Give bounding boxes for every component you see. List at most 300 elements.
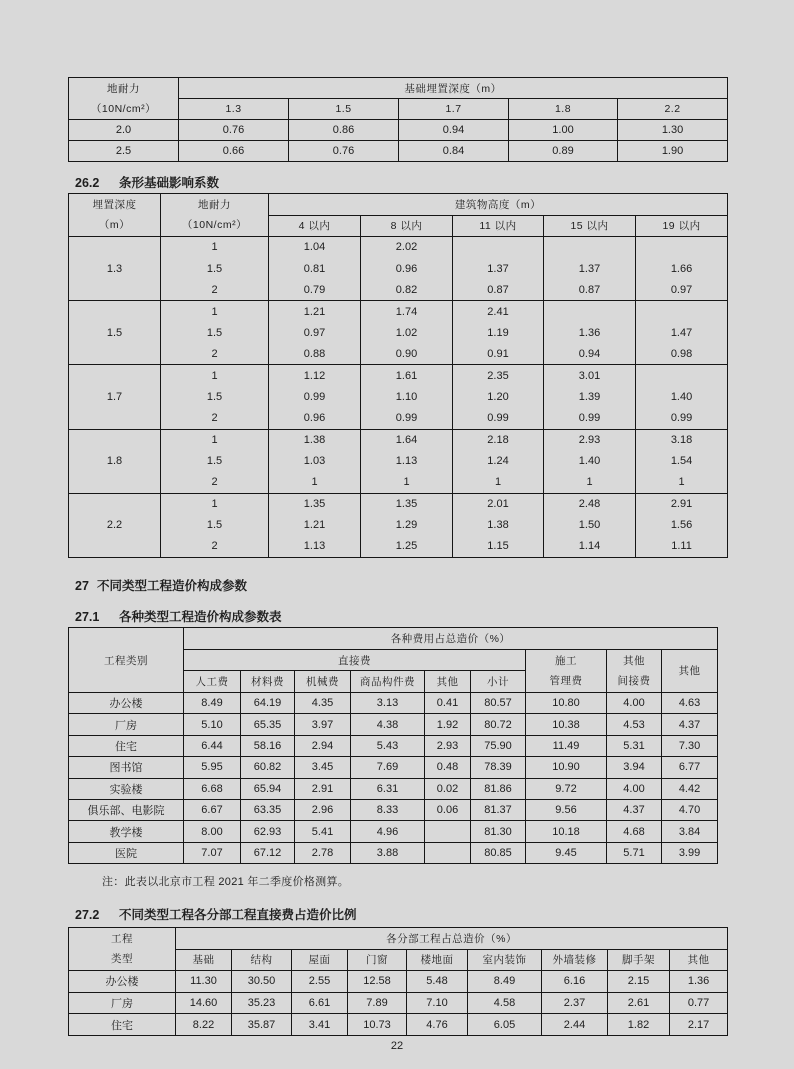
table-body	[69, 971, 728, 1036]
subdivision-column-header: 其他	[670, 949, 728, 971]
percentage-cell: 6.05	[468, 1014, 542, 1036]
percentage-cell: 3.99	[662, 842, 718, 863]
percentage-cell: 67.12	[241, 842, 295, 863]
building-height-header: 建筑物高度（m）	[269, 194, 728, 216]
coefficient-cell: 1.19	[453, 322, 544, 343]
percentage-cell: 6.68	[184, 778, 241, 799]
percentage-cell: 64.19	[241, 693, 295, 714]
project-type-cell: 俱乐部、电影院	[69, 800, 184, 821]
project-type-cell: 医院	[69, 842, 184, 863]
percentage-cell: 5.10	[184, 714, 241, 735]
table-row	[69, 237, 728, 258]
page-number: 22	[390, 1040, 404, 1052]
other-indirect-cost-header	[607, 649, 662, 692]
percentage-cell: 7.89	[348, 992, 407, 1014]
project-type-cell: 厂房	[69, 714, 184, 735]
coefficient-cell: 0.66	[179, 141, 289, 162]
percentage-cell: 4.37	[662, 714, 718, 735]
coefficient-cell: 0.96	[269, 408, 361, 429]
table-row	[69, 800, 718, 821]
table-row	[69, 408, 728, 429]
section-number: 26.2	[75, 176, 100, 190]
table-row	[69, 778, 718, 799]
height-column-header: 4 以内	[269, 215, 361, 237]
bearing-capacity-label: 地耐力	[107, 82, 140, 95]
bearing-capacity-cell: 2	[161, 343, 269, 364]
section-title: 各种类型工程造价构成参数表	[119, 610, 282, 624]
section-number: 27	[75, 579, 89, 593]
direct-cost-column-header: 机械费	[295, 671, 351, 693]
percentage-cell: 6.61	[292, 992, 348, 1014]
coefficient-cell: 0.87	[453, 279, 544, 300]
percentage-cell: 7.07	[184, 842, 241, 863]
coefficient-cell: 2.35	[453, 365, 544, 386]
embed-depth-cell: 2.2	[69, 493, 161, 557]
coefficient-cell: 1.10	[361, 386, 453, 407]
percentage-cell: 4.37	[607, 800, 662, 821]
bearing-capacity-cell: 1.5	[161, 322, 269, 343]
coefficient-cell: 1.74	[361, 301, 453, 322]
percentage-cell: 4.38	[351, 714, 425, 735]
percentage-cell: 1.82	[608, 1014, 670, 1036]
percentage-cell: 7.10	[407, 992, 468, 1014]
embed-depth-label: 埋置深度	[92, 199, 137, 211]
percentage-cell: 12.58	[348, 971, 407, 993]
direct-cost-column-header: 材料费	[241, 671, 295, 693]
percentage-cell: 78.39	[471, 757, 526, 778]
coefficient-cell: 1.13	[269, 536, 361, 557]
depth-column-header: 1.3	[179, 99, 289, 120]
percentage-cell: 0.41	[425, 693, 471, 714]
percentage-cell: 75.90	[471, 735, 526, 756]
table-row	[69, 735, 718, 756]
table-row	[69, 141, 728, 162]
percentage-cell: 81.37	[471, 800, 526, 821]
bearing-capacity-cell: 2.0	[69, 120, 179, 141]
subdivision-column-header: 室内装饰	[468, 949, 542, 971]
percentage-cell: 5.48	[407, 971, 468, 993]
coefficient-cell: 0.79	[269, 279, 361, 300]
bearing-capacity-cell: 2	[161, 279, 269, 300]
percentage-cell: 81.86	[471, 778, 526, 799]
percentage-cell: 2.55	[292, 971, 348, 993]
percentage-cell: 11.30	[176, 971, 232, 993]
percentage-cell: 6.16	[542, 971, 608, 993]
percentage-cell: 4.70	[662, 800, 718, 821]
bearing-capacity-cell: 1.5	[161, 450, 269, 471]
percentage-cell: 65.94	[241, 778, 295, 799]
table-row	[69, 515, 728, 536]
table-row	[69, 821, 718, 842]
percentage-cell: 4.35	[295, 693, 351, 714]
subdivision-column-header: 楼地面	[407, 949, 468, 971]
bearing-capacity-cell: 1	[161, 365, 269, 386]
height-column-header: 11 以内	[453, 215, 544, 237]
percentage-cell: 8.22	[176, 1014, 232, 1036]
coefficient-cell	[544, 237, 636, 258]
percentage-cell: 80.72	[471, 714, 526, 735]
table-row	[69, 322, 728, 343]
bearing-capacity-unit: （10N/cm²）	[181, 219, 248, 231]
percentage-cell: 3.13	[351, 693, 425, 714]
coefficient-cell: 0.94	[399, 120, 509, 141]
height-column-header: 8 以内	[361, 215, 453, 237]
other-indirect-label-line2: 间接费	[617, 674, 651, 687]
percentage-cell: 2.78	[295, 842, 351, 863]
embed-depth-cell: 1.5	[69, 301, 161, 365]
management-cost-label-line2: 管理费	[549, 674, 583, 687]
coefficient-cell: 3.18	[636, 429, 728, 450]
subdivision-share-header: 各分部工程占总造价（%）	[176, 928, 728, 950]
coefficient-cell: 2.48	[544, 493, 636, 514]
coefficient-cell: 0.99	[544, 408, 636, 429]
table-row	[69, 842, 718, 863]
percentage-cell: 6.31	[351, 778, 425, 799]
subdivision-column-header: 外墙装修	[542, 949, 608, 971]
coefficient-cell: 0.76	[179, 120, 289, 141]
table-row	[69, 386, 728, 407]
percentage-cell: 11.49	[526, 735, 607, 756]
coefficient-cell	[544, 301, 636, 322]
depth-column-header: 1.5	[289, 99, 399, 120]
coefficient-cell: 1.37	[544, 258, 636, 279]
coefficient-cell: 0.81	[269, 258, 361, 279]
coefficient-cell: 1.03	[269, 450, 361, 471]
percentage-cell: 0.48	[425, 757, 471, 778]
percentage-cell: 58.16	[241, 735, 295, 756]
percentage-cell: 5.95	[184, 757, 241, 778]
project-type-label-line1: 工程	[111, 933, 133, 946]
coefficient-cell: 1.00	[509, 120, 618, 141]
coefficient-cell: 0.99	[269, 386, 361, 407]
percentage-cell: 3.45	[295, 757, 351, 778]
table-row	[69, 992, 728, 1014]
other-cost-header: 其他	[662, 649, 718, 692]
percentage-cell: 2.94	[295, 735, 351, 756]
percentage-cell: 10.18	[526, 821, 607, 842]
percentage-cell: 65.35	[241, 714, 295, 735]
table-row	[69, 429, 728, 450]
percentage-cell: 62.93	[241, 821, 295, 842]
coefficient-cell: 1.90	[618, 141, 728, 162]
percentage-cell: 0.77	[670, 992, 728, 1014]
percentage-cell: 9.45	[526, 842, 607, 863]
percentage-cell: 3.41	[292, 1014, 348, 1036]
percentage-cell: 2.17	[670, 1014, 728, 1036]
percentage-cell: 5.71	[607, 842, 662, 863]
table-body	[69, 693, 718, 864]
table-row	[69, 279, 728, 300]
foundation-depth-coefficient-table	[68, 77, 728, 162]
embed-depth-unit: （m）	[98, 219, 131, 231]
percentage-cell: 2.96	[295, 800, 351, 821]
percentage-cell: 2.93	[425, 735, 471, 756]
header-row	[69, 928, 728, 950]
coefficient-cell: 1.36	[544, 322, 636, 343]
percentage-cell: 4.58	[468, 992, 542, 1014]
coefficient-cell: 1.02	[361, 322, 453, 343]
percentage-cell: 3.88	[351, 842, 425, 863]
bearing-capacity-header	[161, 194, 269, 237]
coefficient-cell: 1.56	[636, 515, 728, 536]
coefficient-cell	[453, 237, 544, 258]
percentage-cell: 4.00	[607, 778, 662, 799]
table-row	[69, 714, 718, 735]
percentage-cell: 5.43	[351, 735, 425, 756]
table-body	[69, 237, 728, 558]
direct-cost-header: 直接费	[184, 649, 526, 671]
percentage-cell: 6.44	[184, 735, 241, 756]
coefficient-cell: 1.15	[453, 536, 544, 557]
table-body	[69, 120, 728, 162]
percentage-cell	[425, 842, 471, 863]
coefficient-cell: 0.82	[361, 279, 453, 300]
bearing-capacity-cell: 1	[161, 301, 269, 322]
percentage-cell: 8.49	[468, 971, 542, 993]
table-row	[69, 1014, 728, 1036]
section-title: 不同类型工程各分部工程直接费占造价比例	[119, 908, 357, 922]
table-row	[69, 971, 728, 993]
coefficient-cell: 0.91	[453, 343, 544, 364]
percentage-cell: 3.94	[607, 757, 662, 778]
direct-cost-column-header: 商品构件费	[351, 671, 425, 693]
table-row	[69, 472, 728, 493]
header-row	[69, 78, 728, 99]
coefficient-cell: 1.40	[544, 450, 636, 471]
coefficient-cell: 0.96	[361, 258, 453, 279]
cost-composition-table	[68, 627, 718, 864]
percentage-cell: 80.57	[471, 693, 526, 714]
percentage-cell: 3.97	[295, 714, 351, 735]
height-column-header: 19 以内	[636, 215, 728, 237]
section-number: 27.2	[75, 908, 100, 922]
table-row	[69, 343, 728, 364]
coefficient-cell: 1	[361, 472, 453, 493]
percentage-cell: 4.00	[607, 693, 662, 714]
coefficient-cell: 1	[544, 472, 636, 493]
coefficient-cell	[636, 301, 728, 322]
percentage-cell: 2.61	[608, 992, 670, 1014]
table-row	[69, 301, 728, 322]
project-type-cell: 实验楼	[69, 778, 184, 799]
percentage-cell: 5.31	[607, 735, 662, 756]
coefficient-cell: 2.91	[636, 493, 728, 514]
coefficient-cell: 1.11	[636, 536, 728, 557]
table-row	[69, 493, 728, 514]
subdivision-column-header: 结构	[232, 949, 292, 971]
percentage-cell: 8.49	[184, 693, 241, 714]
coefficient-cell: 0.98	[636, 343, 728, 364]
section-number: 27.1	[75, 610, 100, 624]
bearing-capacity-cell: 1.5	[161, 515, 269, 536]
coefficient-cell: 1.29	[361, 515, 453, 536]
embed-depth-cell: 1.3	[69, 237, 161, 301]
table-row	[69, 693, 718, 714]
bearing-capacity-cell: 1.5	[161, 258, 269, 279]
coefficient-cell: 1.12	[269, 365, 361, 386]
percentage-cell: 10.90	[526, 757, 607, 778]
percentage-cell: 80.85	[471, 842, 526, 863]
table-row	[69, 536, 728, 557]
coefficient-cell: 0.97	[636, 279, 728, 300]
coefficient-cell: 1.54	[636, 450, 728, 471]
percentage-cell: 60.82	[241, 757, 295, 778]
percentage-cell: 8.00	[184, 821, 241, 842]
coefficient-cell: 1.39	[544, 386, 636, 407]
coefficient-cell: 1.37	[453, 258, 544, 279]
management-cost-header	[526, 649, 607, 692]
percentage-cell: 2.15	[608, 971, 670, 993]
percentage-cell: 63.35	[241, 800, 295, 821]
coefficient-cell: 0.99	[453, 408, 544, 429]
management-cost-label-line1: 施工	[555, 654, 577, 667]
percentage-cell: 5.41	[295, 821, 351, 842]
coefficient-cell: 2.41	[453, 301, 544, 322]
coefficient-cell: 1.38	[453, 515, 544, 536]
table-row	[69, 757, 718, 778]
coefficient-cell: 2.01	[453, 493, 544, 514]
depth-column-header: 1.8	[509, 99, 618, 120]
subdivision-cost-ratio-table	[68, 927, 728, 1036]
bearing-capacity-cell: 1.5	[161, 386, 269, 407]
coefficient-cell: 0.97	[269, 322, 361, 343]
other-indirect-label-line1: 其他	[623, 654, 645, 667]
percentage-cell: 4.96	[351, 821, 425, 842]
bearing-capacity-unit: （10N/cm²）	[90, 102, 157, 115]
coefficient-cell: 2.93	[544, 429, 636, 450]
section-heading-27-1	[75, 609, 282, 625]
header-row	[69, 628, 718, 650]
coefficient-cell: 1.40	[636, 386, 728, 407]
percentage-cell: 10.73	[348, 1014, 407, 1036]
coefficient-cell: 0.87	[544, 279, 636, 300]
coefficient-cell: 1.35	[361, 493, 453, 514]
percentage-cell: 7.30	[662, 735, 718, 756]
bearing-capacity-cell: 1	[161, 429, 269, 450]
embed-depth-header: 基础埋置深度（m）	[179, 78, 728, 99]
section-heading-26-2	[75, 175, 219, 191]
coefficient-cell: 0.88	[269, 343, 361, 364]
percentage-cell: 4.53	[607, 714, 662, 735]
percentage-cell: 4.63	[662, 693, 718, 714]
depth-column-header: 1.7	[399, 99, 509, 120]
direct-cost-column-header: 其他	[425, 671, 471, 693]
project-type-cell: 办公楼	[69, 693, 184, 714]
coefficient-cell: 1.38	[269, 429, 361, 450]
direct-cost-column-header: 小计	[471, 671, 526, 693]
project-type-cell: 住宅	[69, 1014, 176, 1036]
percentage-cell: 1.92	[425, 714, 471, 735]
coefficient-cell: 1.20	[453, 386, 544, 407]
bearing-capacity-cell: 2.5	[69, 141, 179, 162]
coefficient-cell: 1	[636, 472, 728, 493]
project-type-label-line2: 类型	[111, 953, 133, 966]
coefficient-cell: 3.01	[544, 365, 636, 386]
coefficient-cell: 0.86	[289, 120, 399, 141]
embed-depth-header	[69, 194, 161, 237]
section-title: 不同类型工程造价构成参数	[97, 579, 248, 593]
percentage-cell: 8.33	[351, 800, 425, 821]
section-heading-27-2	[75, 907, 357, 923]
project-type-cell: 教学楼	[69, 821, 184, 842]
coefficient-cell: 1.64	[361, 429, 453, 450]
coefficient-cell: 0.76	[289, 141, 399, 162]
subdivision-column-header: 脚手架	[608, 949, 670, 971]
coefficient-cell: 0.90	[361, 343, 453, 364]
direct-cost-column-header: 人工费	[184, 671, 241, 693]
percentage-cell: 10.38	[526, 714, 607, 735]
embed-depth-cell: 1.8	[69, 429, 161, 493]
percentage-cell: 10.80	[526, 693, 607, 714]
percentage-cell: 0.06	[425, 800, 471, 821]
section-heading-27	[75, 578, 247, 594]
project-type-cell: 住宅	[69, 735, 184, 756]
percentage-cell: 81.30	[471, 821, 526, 842]
coefficient-cell: 0.94	[544, 343, 636, 364]
table-row	[69, 258, 728, 279]
percentage-cell: 1.36	[670, 971, 728, 993]
coefficient-cell: 1.13	[361, 450, 453, 471]
coefficient-cell: 1.14	[544, 536, 636, 557]
coefficient-cell: 1.35	[269, 493, 361, 514]
coefficient-cell: 1.21	[269, 515, 361, 536]
percentage-cell: 35.23	[232, 992, 292, 1014]
percentage-cell: 2.91	[295, 778, 351, 799]
coefficient-cell: 1.30	[618, 120, 728, 141]
coefficient-cell	[636, 365, 728, 386]
depth-column-header: 2.2	[618, 99, 728, 120]
percentage-cell: 14.60	[176, 992, 232, 1014]
coefficient-cell: 1.47	[636, 322, 728, 343]
table-row	[69, 120, 728, 141]
project-type-header: 工程类别	[69, 628, 184, 693]
bearing-capacity-cell: 2	[161, 472, 269, 493]
coefficient-cell: 1.61	[361, 365, 453, 386]
subdivision-column-header: 屋面	[292, 949, 348, 971]
bearing-capacity-label: 地耐力	[198, 199, 231, 211]
percentage-cell	[425, 821, 471, 842]
percentage-cell: 4.42	[662, 778, 718, 799]
bearing-capacity-cell: 1	[161, 237, 269, 258]
coefficient-cell	[636, 237, 728, 258]
coefficient-cell: 0.89	[509, 141, 618, 162]
bearing-capacity-header	[69, 78, 179, 120]
coefficient-cell: 0.84	[399, 141, 509, 162]
percentage-cell: 30.50	[232, 971, 292, 993]
subdivision-column-header: 基础	[176, 949, 232, 971]
coefficient-cell: 1	[269, 472, 361, 493]
strip-foundation-coefficient-table	[68, 193, 728, 558]
percentage-cell: 7.69	[351, 757, 425, 778]
coefficient-cell: 1.66	[636, 258, 728, 279]
percentage-cell: 6.67	[184, 800, 241, 821]
table-row	[69, 365, 728, 386]
coefficient-cell: 1.25	[361, 536, 453, 557]
project-type-cell: 厂房	[69, 992, 176, 1014]
percentage-cell: 4.76	[407, 1014, 468, 1036]
table-note: 注：此表以北京市工程 2021 年二季度价格测算。	[102, 876, 350, 888]
subdivision-column-header: 门窗	[348, 949, 407, 971]
cost-share-header: 各种费用占总造价（%）	[184, 628, 718, 650]
percentage-cell: 9.72	[526, 778, 607, 799]
percentage-cell: 6.77	[662, 757, 718, 778]
percentage-cell: 4.68	[607, 821, 662, 842]
coefficient-cell: 1.24	[453, 450, 544, 471]
project-type-header	[69, 928, 176, 971]
coefficient-cell: 2.02	[361, 237, 453, 258]
project-type-cell: 图书馆	[69, 757, 184, 778]
bearing-capacity-cell: 2	[161, 536, 269, 557]
